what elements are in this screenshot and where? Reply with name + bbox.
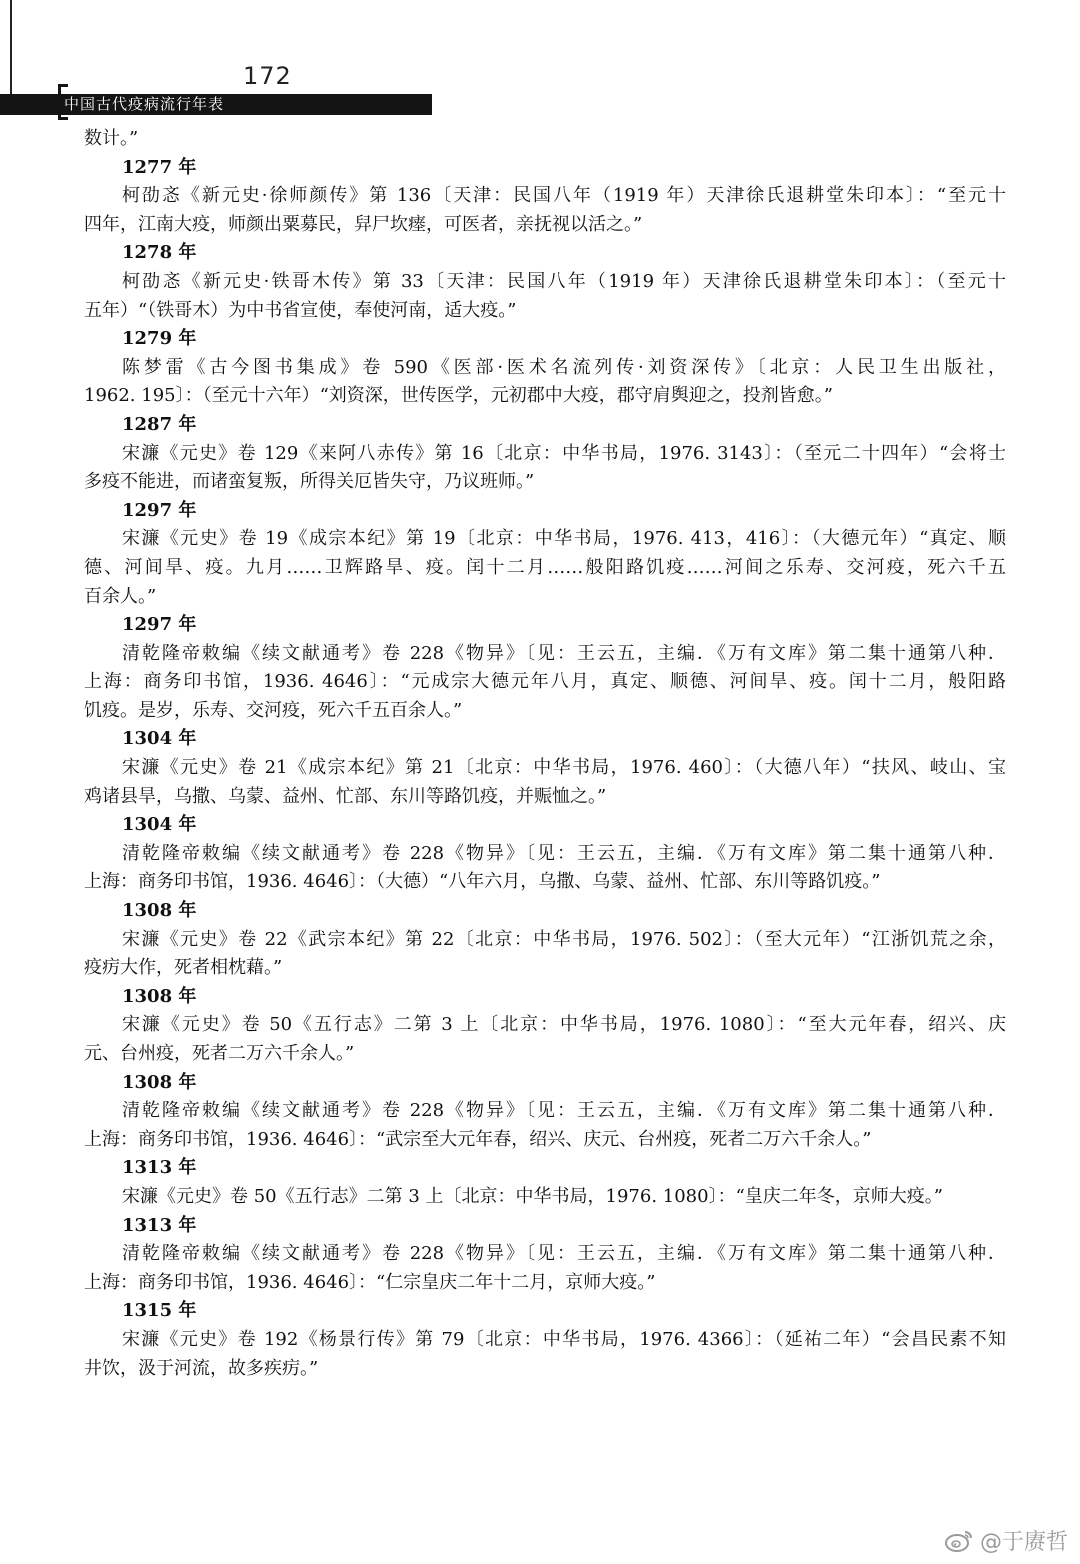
text-line: 宋濂《元史》卷 192《杨景行传》第 79〔北京：中华书局，1976. 4366〕：（延祐二年）“会昌民素不知 [122, 1328, 1006, 1350]
text-line: 四年，江南大疫，师颜出粟募民，舁尸坎瘗，可医者，亲抚视以活之。” [84, 213, 643, 235]
text-line: 饥疫。是岁，乐寿、交河疫，死六千五百余人。” [84, 699, 463, 721]
text-line: 疫疠大作，死者相枕藉。” [84, 957, 283, 979]
watermark-handle: @于赓哲 [979, 1530, 1068, 1555]
text-line: 柯劭忞《新元史·铁哥木传》第 33〔天津：民国八年（1919 年）天津徐氏退耕堂朱印本〕：（至元十 [122, 270, 1006, 292]
year-heading: 1308 年 [122, 900, 197, 922]
year-heading: 1297 年 [122, 614, 197, 636]
text-line: 清乾隆帝敕编《续文献通考》卷 228《物异》〔见：王云五，主编．《万有文库》第二集十通第八种． [122, 642, 1006, 664]
page-number: 172 [243, 62, 292, 90]
year-heading: 1313 年 [122, 1157, 197, 1179]
year-heading: 1279 年 [122, 328, 197, 350]
year-heading: 1304 年 [122, 814, 197, 836]
text-line: 上海：商务印书馆，1936. 4646〕：“元成宗大德元年八月，真定、顺德、河间旱、疫。闰十二月，般阳路 [84, 671, 1006, 693]
text-line: 上海：商务印书馆，1936. 4646〕：“仁宗皇庆二年十二月，京师大疫。” [84, 1271, 656, 1293]
year-heading: 1313 年 [122, 1214, 197, 1236]
text-line: 宋濂《元史》卷 129《来阿八赤传》第 16〔北京：中华书局，1976. 3143〕：（至元二十四年）“会将士 [122, 442, 1006, 464]
text-line: 数计。” [84, 128, 139, 149]
text-line: 五年）“（铁哥木）为中书省宣使，奉使河南，适大疫。” [84, 299, 517, 321]
text-line: 宋濂《元史》卷 21《成宗本纪》第 21〔北京：中华书局，1976. 460〕：（大德八年）“扶风、岐山、宝 [122, 757, 1006, 779]
text-line: 宋濂《元史》卷 19《成宗本纪》第 19〔北京：中华书局，1976. 413，416〕：（大德元年）“真定、顺 [122, 528, 1006, 550]
text-line: 1962. 195〕：（至元十六年）“刘资深，世传医学，元初郡中大疫，郡守肩舆迎之，投剂皆愈。” [84, 385, 834, 407]
text-line: 上海：商务印书馆，1936. 4646〕：（大德）“八年六月，乌撒、乌蒙、益州、忙部、东川等路饥疫。” [84, 871, 881, 893]
page-body [84, 125, 1006, 1383]
year-heading: 1287 年 [122, 413, 197, 435]
year-heading: 1315 年 [122, 1300, 197, 1322]
text-line: 德、河间旱、疫。九月……卫辉路旱、疫。闰十二月……般阳路饥疫……河间之乐寿、交河疫，死六千五 [84, 556, 1006, 578]
year-heading: 1308 年 [122, 985, 197, 1007]
year-heading: 1308 年 [122, 1071, 197, 1093]
text-line: 百余人。” [84, 585, 157, 607]
text-line: 宋濂《元史》卷 50《五行志》二第 3 上〔北京：中华书局，1976. 1080〕：“皇庆二年冬，京师大疫。” [122, 1185, 943, 1207]
text-line: 清乾隆帝敕编《续文献通考》卷 228《物异》〔见：王云五，主编．《万有文库》第二集十通第八种． [122, 1100, 1006, 1122]
text-line: 上海：商务印书馆，1936. 4646〕：“武宗至大元年春，绍兴、庆元、台州疫，死者二万六千余人。” [84, 1128, 872, 1150]
text-line: 柯劭忞《新元史·徐师颜传》第 136〔天津：民国八年（1919 年）天津徐氏退耕堂朱印本〕：“至元十 [122, 185, 1006, 207]
book-spine-line [10, 0, 12, 96]
text-line: 清乾隆帝敕编《续文献通考》卷 228《物异》〔见：王云五，主编．《万有文库》第二集十通第八种． [122, 842, 1006, 864]
weibo-watermark [944, 1525, 1068, 1556]
text-line: 清乾隆帝敕编《续文献通考》卷 228《物异》〔见：王云五，主编．《万有文库》第二集十通第八种． [122, 1243, 1006, 1265]
text-line: 多疫不能进，而诸蛮复叛，所得关厄皆失守，乃议班师。” [84, 471, 535, 493]
weibo-icon [944, 1529, 974, 1553]
text-line: 鸡诸县旱，乌撒、乌蒙、益州、忙部、东川等路饥疫，并赈恤之。” [84, 785, 607, 807]
year-heading: 1278 年 [122, 242, 197, 264]
year-heading: 1277 年 [122, 156, 197, 178]
text-line: 陈梦雷《古今图书集成》卷 590《医部·医术名流列传·刘资深传》〔北京：人民卫生出版社， [122, 356, 1006, 378]
year-heading: 1297 年 [122, 499, 197, 521]
text-line: 井饮，汲于河流，故多疾疠。” [84, 1357, 319, 1379]
text-line: 宋濂《元史》卷 50《五行志》二第 3 上〔北京：中华书局，1976. 1080〕：“至大元年春，绍兴、庆 [122, 1014, 1006, 1036]
text-line: 元、台州疫，死者二万六千余人。” [84, 1043, 355, 1064]
text-line: 宋濂《元史》卷 22《武宗本纪》第 22〔北京：中华书局，1976. 502〕：（至大元年）“江浙饥荒之余， [122, 928, 1006, 950]
running-header-title: 中国古代疫病流行年表 [64, 95, 225, 113]
year-heading: 1304 年 [122, 728, 197, 750]
